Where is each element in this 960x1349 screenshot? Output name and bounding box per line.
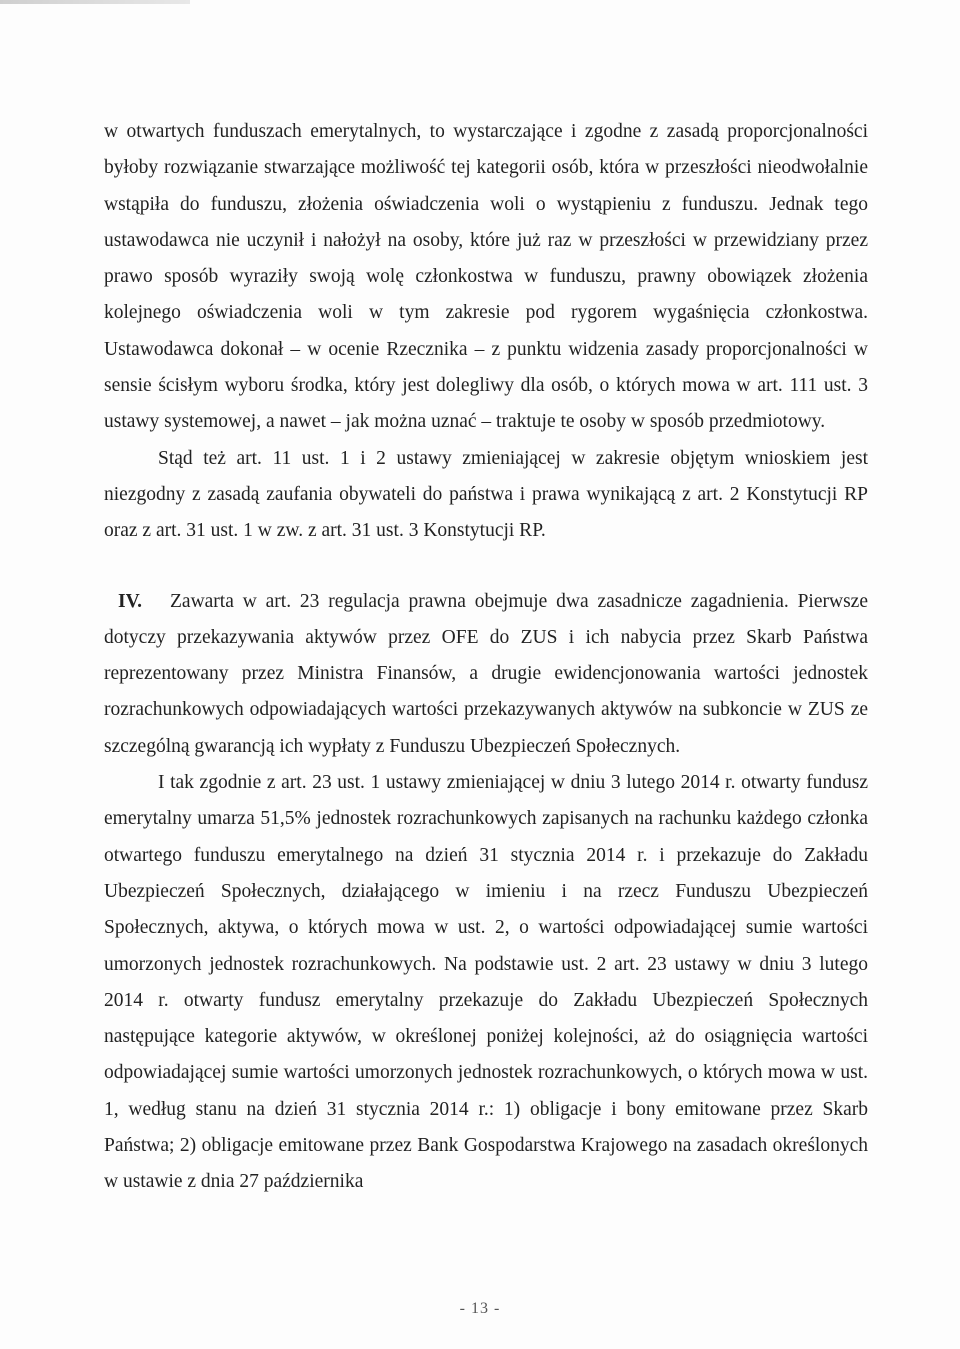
paragraph: Stąd też art. 11 ust. 1 i 2 ustawy zmieniającej w zakresie objętym wnioskiem jest niezgodny z zasadą zaufania obywateli do państwa i prawa wynikającą z art. 2 Konstytucji RP oraz z art. 31 ust. 1 w zw. z art. 31 ust. 3 Konstytucji RP. bbox=[104, 447, 868, 542]
section-paragraph bbox=[104, 584, 868, 765]
top-edge-rule bbox=[0, 0, 190, 4]
section-number: IV. bbox=[118, 590, 143, 612]
document-page bbox=[104, 114, 868, 1201]
paragraph: w otwartych funduszach emerytalnych, to wystarczające i zgodne z zasadą proporcjonalności byłoby rozwiązanie stwarzające możliwość tej kategorii osób, która w przeszłości nieodwołalnie wstąpiła do funduszu, złożenia oświadczenia woli o wystąpieniu z funduszu. Jednak tego ustawodawca nie uczynił i nałożył na osoby, które już raz w przeszłości w przewidziany przez prawo sposób wyraziły swoją wolę członkostwa w funduszu, prawny obowiązek złożenia kolejnego oświadczenia woli w tym zakresie pod rygorem wygaśnięcia członkostwa. Ustawodawca dokonał – w ocenie Rzecznika – z punktu widzenia zasady proporcjonalności w sensie ścisłym wyboru środka, który jest dolegliwy dla osób, o których mowa w art. 111 ust. 3 ustawy systemowej, a nawet – jak można uznać – traktuje te osoby w sposób przedmiotowy. bbox=[104, 121, 868, 433]
section-text: Zawarta w art. 23 regulacja prawna obejmuje dwa zasadnicze zagadnienia. Pierwsze dotyczy przekazywania aktywów przez OFE do ZUS i ich nabycia przez Skarb Państwa reprezentowany przez Ministra Finansów, a drugie ewidencjonowania wartości jednostek rozrachunkowych odpowiadających wartości przekazywanych aktywów na subkoncie w ZUS ze szczególną gwarancją ich wypłaty z Funduszu Ubezpieczeń Społecznych. bbox=[104, 590, 868, 757]
paragraph: I tak zgodnie z art. 23 ust. 1 ustawy zmieniającej w dniu 3 lutego 2014 r. otwarty fundusz emerytalny umarza 51,5% jednostek rozrachunkowych zapisanych na rachunku każdego członka otwartego funduszu emerytalnego na dzień 31 stycznia 2014 r. i przekazuje do Zakładu Ubezpieczeń Społecznych, działającego w imieniu i na rzecz Funduszu Ubezpieczeń Społecznych, aktywa, o których mowa w ust. 2, o wartości odpowiadającej sumie wartości umorzonych jednostek rozrachunkowych. Na podstawie ust. 2 art. 23 ustawy w dniu 3 lutego 2014 r. otwarty fundusz emerytalny przekazuje do Zakładu Ubezpieczeń Społecznych następujące kategorie aktywów, w określonej poniżej kolejności, aż do osiągnięcia wartości odpowiadającej sumie wartości umorzonych jednostek rozrachunkowych, o których mowa w ust. 1, według stanu na dzień 31 stycznia 2014 r.: 1) obligacje i bony emitowane przez Skarb Państwa; 2) obligacje emitowane przez Bank Gospodarstwa Krajowego na zasadach określonych w ustawie z dnia 27 października bbox=[104, 772, 868, 1193]
page-number: - 13 - bbox=[459, 1300, 501, 1317]
